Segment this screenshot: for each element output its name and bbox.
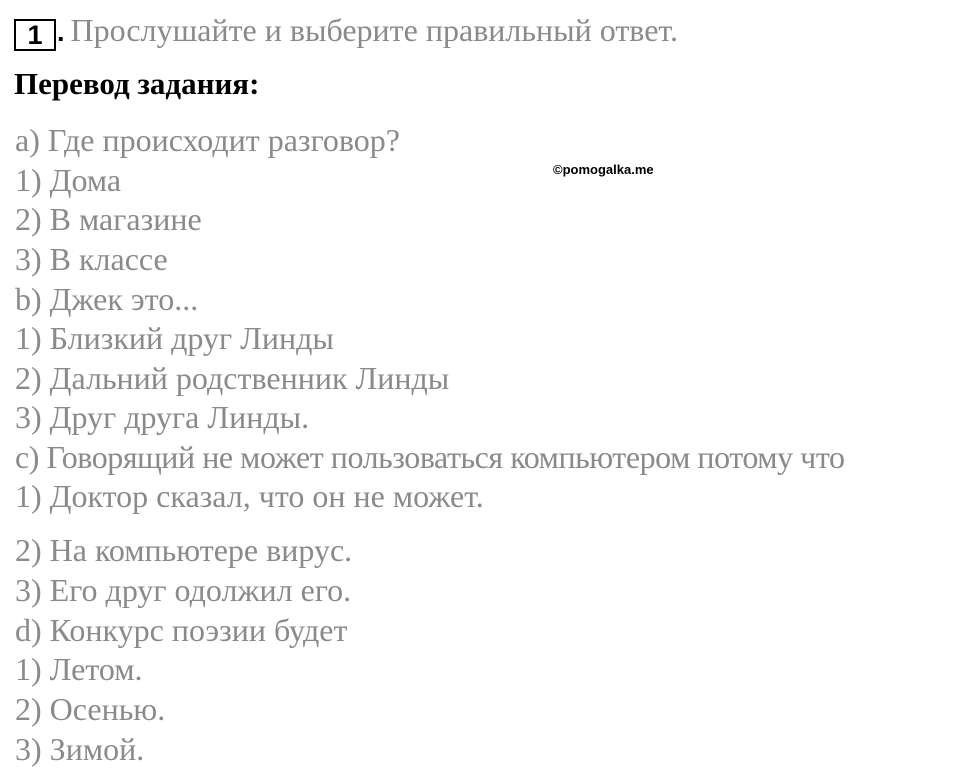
answer-a-2: 2) В магазине <box>15 201 202 237</box>
task-number-box: 1 <box>14 19 56 51</box>
answer-a-1: 1) Дома <box>15 162 122 198</box>
question-b: b) Джек это... <box>15 281 199 317</box>
answer-a-3: 3) В классе <box>15 241 168 277</box>
answer-d-2: 2) Осенью. <box>15 691 166 727</box>
question-d: d) Конкурс поэзии будет <box>15 612 348 648</box>
watermark: ©pomogalka.me <box>553 162 654 177</box>
question-a: a) Где происходит разговор? <box>15 122 400 158</box>
answer-c-2: 2) На компьютере вирус. <box>15 532 353 568</box>
question-c: c) Говорящий не может пользоваться компьютером потому что <box>15 439 845 475</box>
task-instruction: Прослушайте и выберите правильный ответ. <box>70 12 678 48</box>
translation-heading: Перевод задания: <box>14 66 260 101</box>
answer-c-1: 1) Доктор сказал, что он не может. <box>15 478 484 514</box>
answer-c-3: 3) Его друг одолжил его. <box>15 572 352 608</box>
answer-d-1: 1) Летом. <box>15 651 143 687</box>
answer-d-3: 3) Зимой. <box>15 731 145 767</box>
answer-b-2: 2) Дальний родственник Линды <box>15 360 450 396</box>
answer-b-3: 3) Друг друга Линды. <box>15 399 310 435</box>
answer-b-1: 1) Близкий друг Линды <box>15 320 334 356</box>
task-number-dot: . <box>57 17 65 47</box>
task-header <box>14 12 678 52</box>
